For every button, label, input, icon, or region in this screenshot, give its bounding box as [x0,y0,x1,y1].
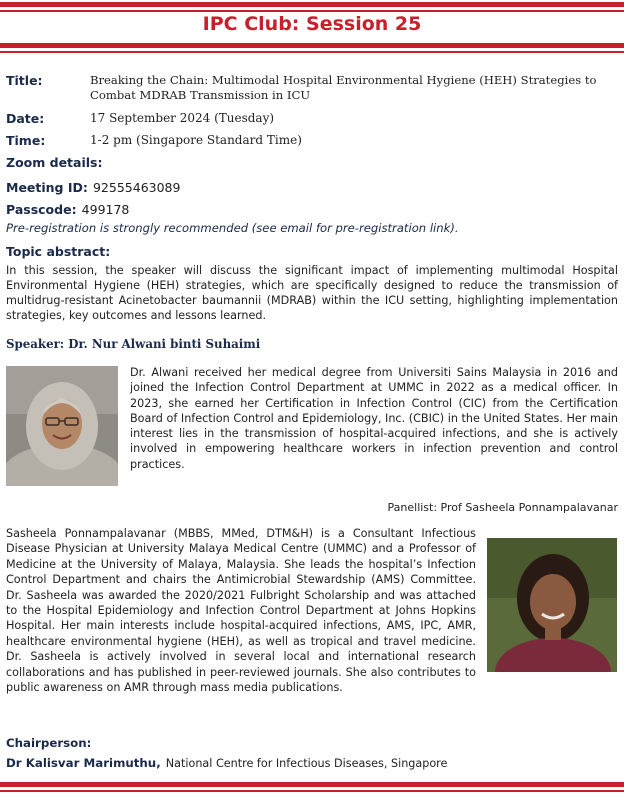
time-value: 1-2 pm (Singapore Standard Time) [90,133,302,147]
meeting-id-value[interactable]: 92555463089 [92,180,181,195]
bottom-rule [0,782,624,792]
zoom-label: Zoom details: [6,155,103,170]
prereg-note: Pre-registration is strongly recommended (see email for pre-registration link). [6,221,459,235]
passcode-row [6,199,129,218]
top-rule [0,2,624,12]
meeting-id-row [6,177,180,196]
meeting-id-label: Meeting ID: [6,180,88,195]
passcode-label: Passcode: [6,202,77,217]
session-title: Breaking the Chain: Multimodal Hospital Environmental Hygiene (HEH) Strategies to Combat MDRAB Transmission in ICU [90,73,597,102]
chair-affiliation: National Centre for Infectious Diseases, Singapore [165,757,448,770]
time-label: Time: [6,133,46,148]
chair-row [6,752,447,771]
page-title: IPC Club: Session 25 [202,13,422,35]
title-label: Title: [6,73,43,88]
chair-name: Dr Kalisvar Marimuthu, [6,756,161,770]
speaker-heading: Speaker: Dr. Nur Alwani binti Suhaimi [6,337,261,351]
date-value: 17 September 2024 (Tuesday) [90,111,275,125]
abstract-heading: Topic abstract: [6,244,111,259]
header-rule [0,43,624,53]
panellist-photo [487,538,617,672]
speaker-bio: Dr. Alwani received her medical degree from Universiti Sains Malaysia in 2016 and joined the Infection Control Department at UMMC in 2022 as a medical officer. In 2023, she earned her Certification in Infection Control (CIC) from the Certification Board of Infection Control and Epidemiology, Inc. (CBIC) in the United States. Her main interest lies in the transmission of hospital-acquired infections, and she is actively involved in empowering healthcare workers in infection prevention and control practices. [130,366,618,471]
panellist-heading: Panellist: Prof Sasheela Ponnampalavanar [387,501,618,514]
chair-heading: Chairperson: [6,736,92,750]
passcode-value[interactable]: 499178 [81,202,130,217]
abstract-text: In this session, the speaker will discuss the significant impact of implementing multimodal Hospital Environmental Hygiene (HEH) strategies, which are specifically designed to reduce the transmission of multidrug-resistant Acinetobacter baumannii (MDRAB) within the ICU setting, highlighting implementation strategies, key outcomes and lessons learned. [6,264,618,322]
speaker-photo [6,366,118,486]
panellist-bio: Sasheela Ponnampalavanar (MBBS, MMed, DTM&H) is a Consultant Infectious Disease Physician at University Malaya Medical Centre (UMMC) and a Professor of Medicine at the University of Malaya, Malaysia. She leads the hospital’s Infection Control Department and chairs the Antimicrobial Stewardship (AMS) Committee. Dr. Sasheela was awarded the 2020/2021 Fulbright Scholarship and was attached to the Hospital Epidemiology and Infection Control Department at Johns Hopkins Hospital. Her main interests include hospital-acquired infections, AMS, IPC, AMR, healthcare environmental hygiene (HEH), as well as tropical and travel medicine. Dr. Sasheela is actively involved in several local and international research collaborations and has published in peer-reviewed journals. She also contributes to public awareness on AMR through mass media publications. [6,527,476,695]
date-label: Date: [6,111,45,126]
